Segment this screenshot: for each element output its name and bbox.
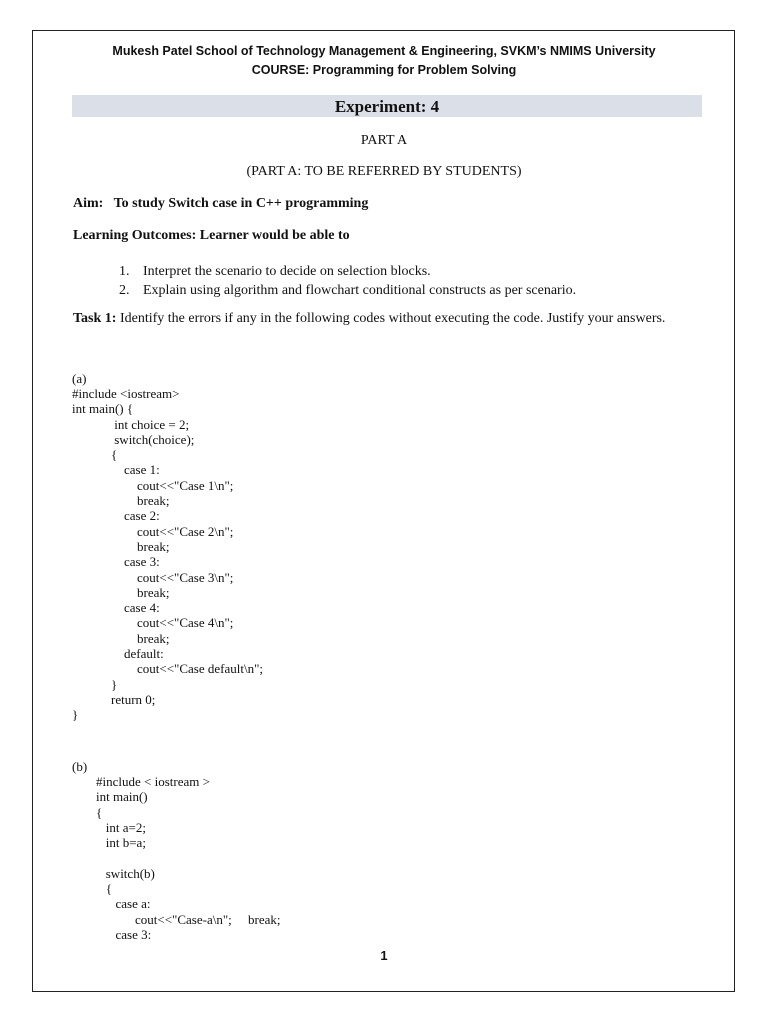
code-line: { bbox=[72, 447, 118, 463]
code-line: break; bbox=[72, 584, 170, 600]
outcome-text: Interpret the scenario to decide on selection blocks. bbox=[143, 264, 431, 279]
code-line: break; bbox=[72, 493, 170, 509]
code-line: cout<<"Case 3\n"; bbox=[72, 569, 234, 585]
code-line: case 1: bbox=[72, 462, 160, 478]
code-line: int choice = 2; bbox=[72, 416, 190, 432]
code-line: int main() { bbox=[72, 401, 134, 417]
code-line: cout<<"Case default\n"; bbox=[72, 661, 263, 677]
code-line: case 2: bbox=[72, 508, 160, 524]
code-line: #include <iostream> bbox=[72, 386, 180, 401]
code-line: int b=a; bbox=[96, 835, 146, 851]
aim-line bbox=[73, 196, 368, 212]
part-note: (PART A: TO BE REFERRED BY STUDENTS) bbox=[246, 164, 522, 179]
aim-label: Aim: bbox=[73, 196, 104, 211]
code-line: break; bbox=[72, 630, 170, 646]
code-line: case 3: bbox=[72, 554, 160, 570]
code-line: switch(choice); bbox=[72, 431, 195, 447]
code-line: case 3: bbox=[96, 926, 152, 942]
code-line: #include < iostream > bbox=[96, 774, 210, 789]
code-line: case a: bbox=[96, 896, 151, 912]
code-block-a bbox=[72, 386, 263, 723]
code-line: break; bbox=[72, 538, 170, 554]
code-line: { bbox=[96, 804, 103, 820]
institution-header: Mukesh Patel School of Technology Management & Engineering, SVKM’s NMIMS University bbox=[112, 44, 656, 58]
outcome-number: 1. bbox=[119, 264, 130, 279]
code-line: default: bbox=[72, 646, 164, 662]
code-line: { bbox=[96, 881, 112, 897]
code-line: switch(b) bbox=[96, 865, 155, 881]
code-line: return 0; bbox=[72, 691, 156, 707]
code-a-label: (a) bbox=[72, 371, 87, 386]
page-number: 1 bbox=[380, 948, 388, 963]
part-label: PART A bbox=[360, 133, 408, 148]
code-line: case 4: bbox=[72, 600, 160, 616]
code-b-label: (b) bbox=[72, 759, 88, 774]
code-line: cout<<"Case-a\n"; break; bbox=[96, 911, 281, 927]
aim-text: To study Switch case in C++ programming bbox=[113, 196, 369, 211]
code-line: int main() bbox=[96, 789, 148, 805]
outcome-text: Explain using algorithm and flowchart conditional constructs as per scenario. bbox=[143, 283, 577, 298]
code-line: cout<<"Case 2\n"; bbox=[72, 523, 234, 539]
task-label: Task 1: bbox=[73, 311, 117, 326]
experiment-title: Experiment: 4 bbox=[72, 95, 702, 117]
task-paragraph bbox=[73, 307, 703, 331]
course-header: COURSE: Programming for Problem Solving bbox=[251, 63, 517, 77]
learning-outcomes-heading: Learning Outcomes: Learner would be able to bbox=[73, 228, 350, 243]
code-line bbox=[96, 850, 280, 865]
code-block-b bbox=[96, 774, 280, 942]
code-line: } bbox=[72, 676, 118, 692]
code-line: } bbox=[72, 707, 79, 723]
code-line: int a=2; bbox=[96, 819, 146, 835]
code-line: cout<<"Case 4\n"; bbox=[72, 615, 234, 631]
outcome-number: 2. bbox=[119, 283, 130, 298]
task-text: Identify the errors if any in the following codes without executing the code. Justify your answers. bbox=[119, 311, 666, 326]
code-line: cout<<"Case 1\n"; bbox=[72, 477, 234, 493]
